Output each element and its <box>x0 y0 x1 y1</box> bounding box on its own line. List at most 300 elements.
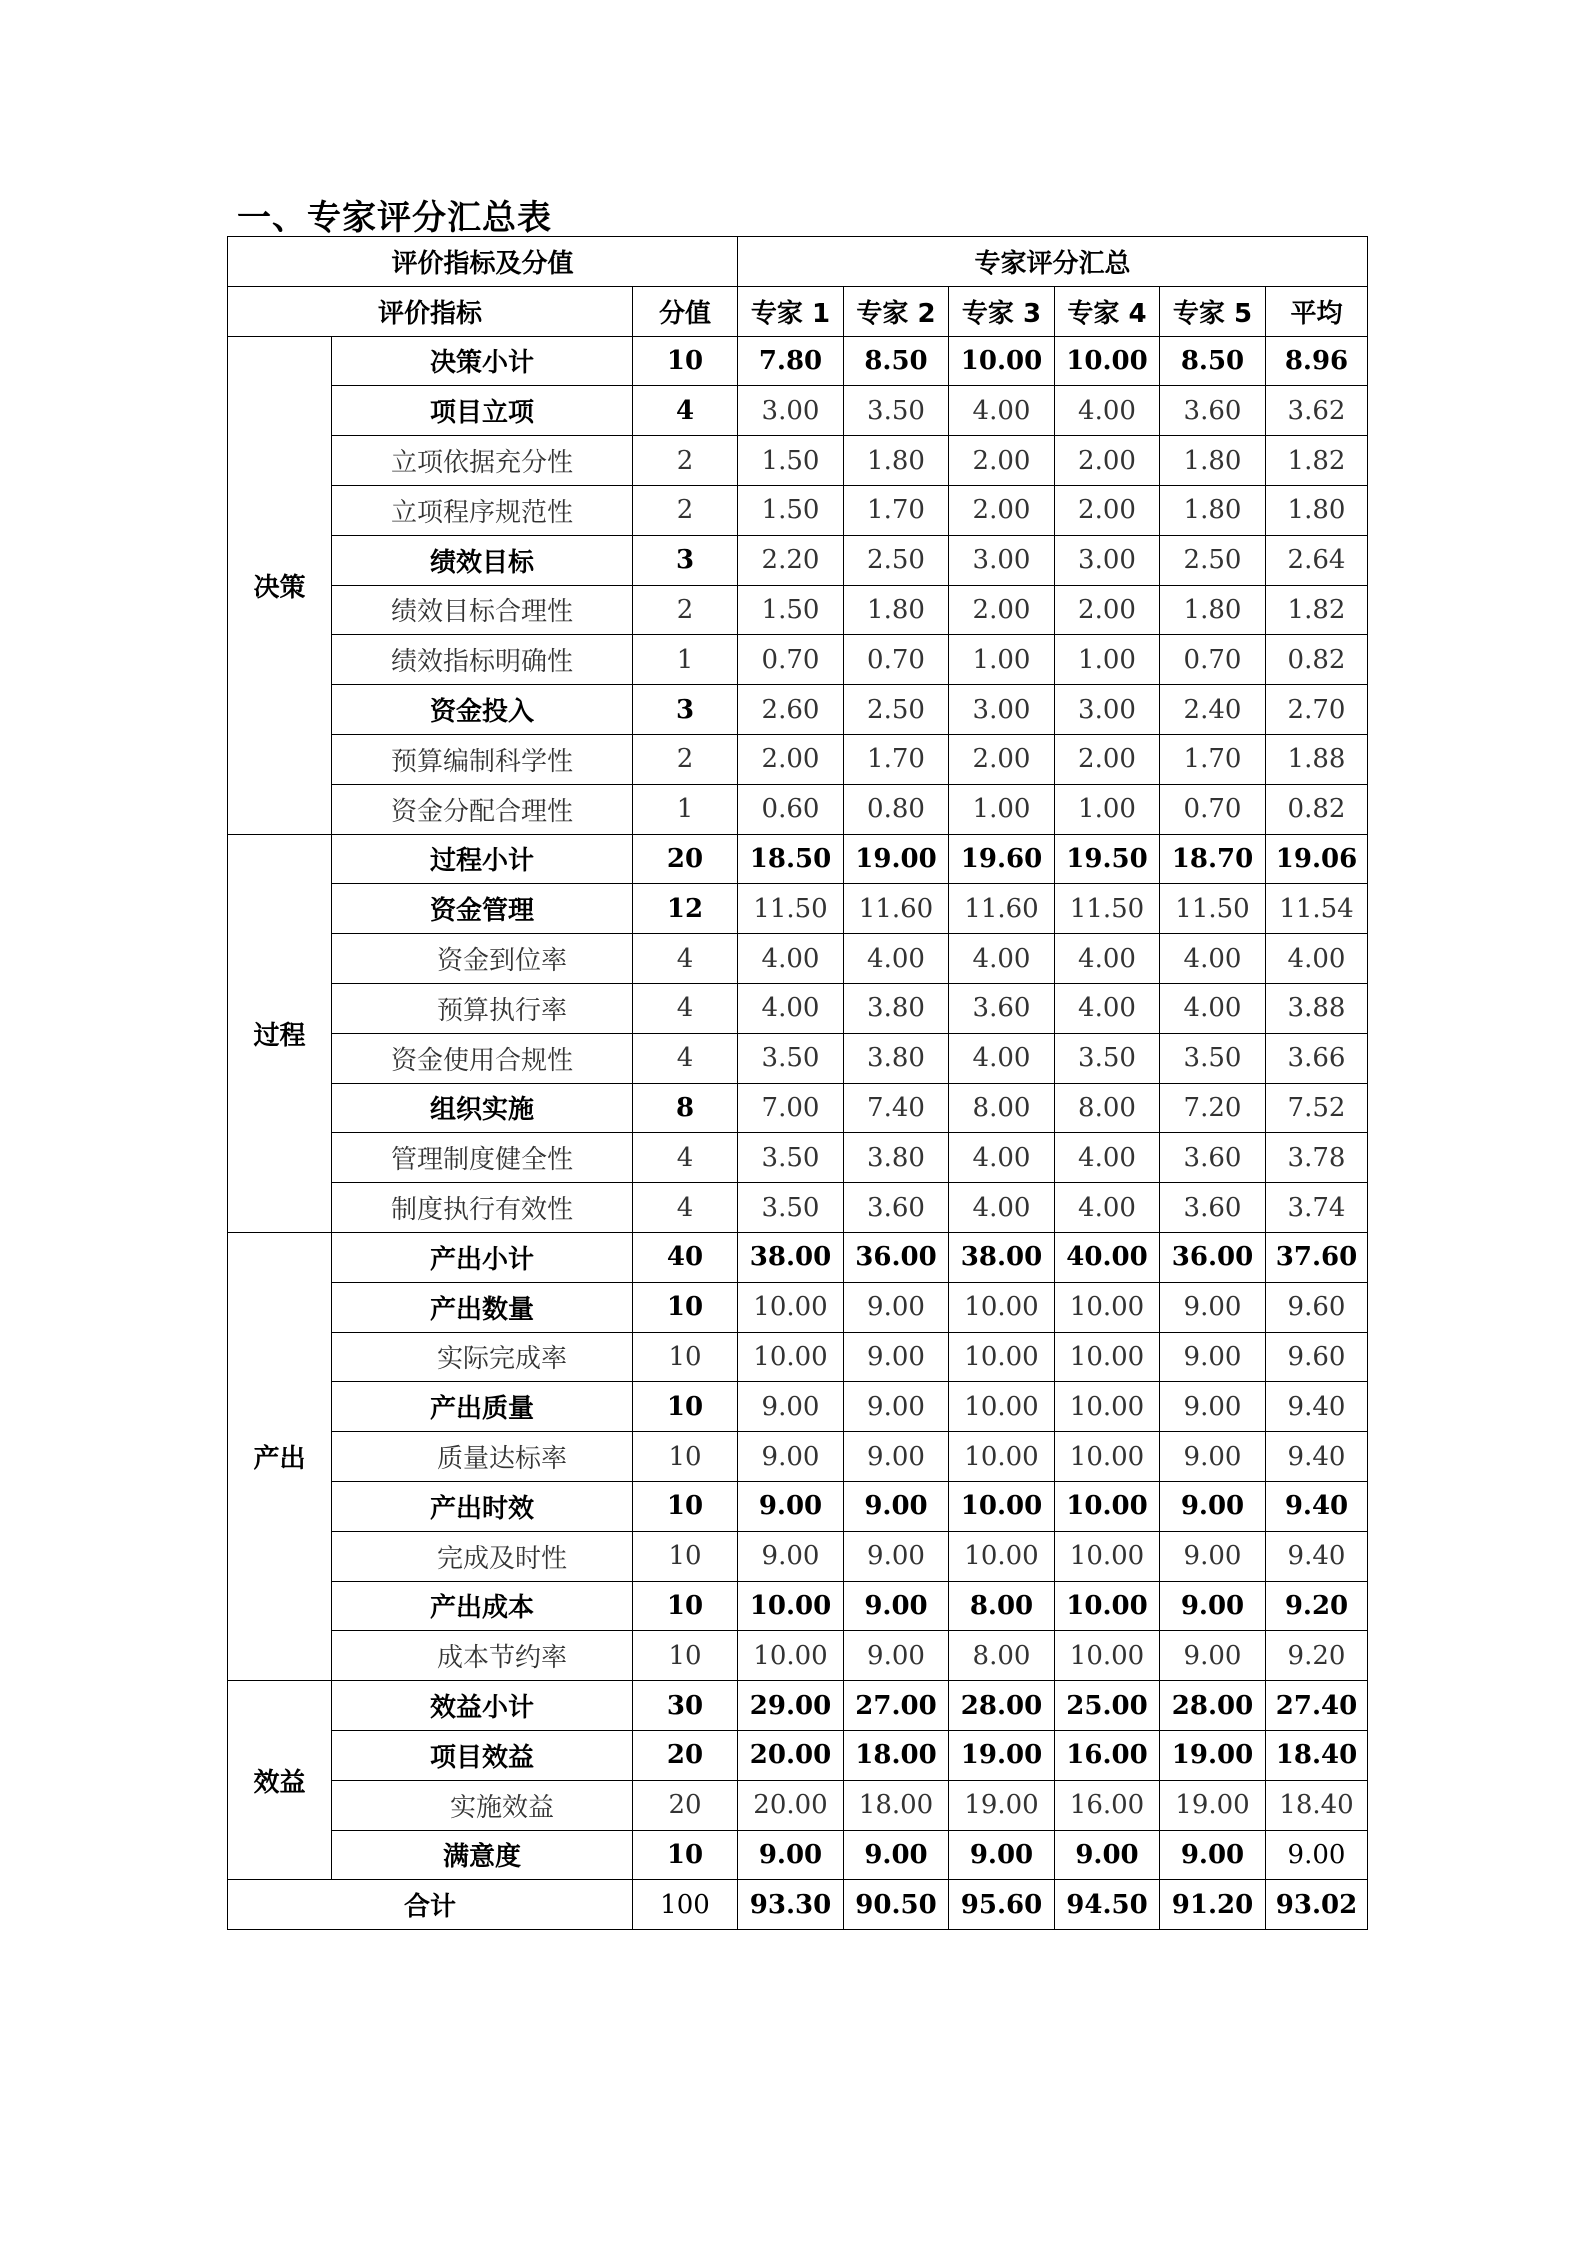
indicator-name: 项目效益 <box>332 1730 633 1780</box>
expert-value: 10.00 <box>1055 336 1160 386</box>
table-row <box>228 1083 1368 1133</box>
average-value: 2.64 <box>1266 535 1368 585</box>
average-value: 0.82 <box>1266 635 1368 685</box>
indicator-score: 4 <box>633 1033 738 1083</box>
expert-value: 7.00 <box>738 1083 844 1133</box>
expert-value: 8.00 <box>949 1083 1055 1133</box>
expert-value: 10.00 <box>949 1531 1055 1581</box>
expert-value: 3.60 <box>949 983 1055 1033</box>
indicator-name: 资金投入 <box>332 685 633 735</box>
expert-value: 3.50 <box>738 1033 844 1083</box>
expert-value: 11.50 <box>1055 884 1160 934</box>
indicator-score: 1 <box>633 784 738 834</box>
table-row <box>228 436 1368 486</box>
average-value: 1.82 <box>1266 436 1368 486</box>
indicator-name: 质量达标率 <box>332 1432 633 1482</box>
expert-value: 25.00 <box>1055 1681 1160 1731</box>
indicator-score: 10 <box>633 1432 738 1482</box>
expert-value: 9.00 <box>1160 1581 1266 1631</box>
indicator-name: 立项程序规范性 <box>332 485 633 535</box>
expert-value: 40.00 <box>1055 1232 1160 1282</box>
expert-value: 9.00 <box>844 1581 949 1631</box>
expert-value: 8.50 <box>844 336 949 386</box>
expert-value: 1.00 <box>1055 635 1160 685</box>
indicator-name: 立项依据充分性 <box>332 436 633 486</box>
expert-value: 1.50 <box>738 485 844 535</box>
expert-value: 27.00 <box>844 1681 949 1731</box>
expert-value: 10.00 <box>1055 1531 1160 1581</box>
expert-value: 29.00 <box>738 1681 844 1731</box>
expert-value: 10.00 <box>738 1332 844 1382</box>
expert-value: 10.00 <box>949 1282 1055 1332</box>
average-value: 0.82 <box>1266 784 1368 834</box>
average-value: 9.00 <box>1266 1830 1368 1880</box>
expert-value: 8.00 <box>1055 1083 1160 1133</box>
average-value: 1.80 <box>1266 485 1368 535</box>
expert-value: 10.00 <box>1055 1581 1160 1631</box>
table-row <box>228 1332 1368 1382</box>
expert-value: 9.00 <box>844 1282 949 1332</box>
expert-value: 9.00 <box>844 1382 949 1432</box>
average-value: 27.40 <box>1266 1681 1368 1731</box>
expert-value: 3.50 <box>1160 1033 1266 1083</box>
indicator-score: 40 <box>633 1232 738 1282</box>
indicator-score: 20 <box>633 834 738 884</box>
expert-value: 10.00 <box>949 1432 1055 1482</box>
table-row <box>228 983 1368 1033</box>
table-row <box>228 386 1368 436</box>
table-row <box>228 485 1368 535</box>
expert-value: 1.80 <box>1160 585 1266 635</box>
expert-value: 2.20 <box>738 535 844 585</box>
expert-value: 10.00 <box>1055 1481 1160 1531</box>
indicator-score: 20 <box>633 1780 738 1830</box>
expert-value: 8.50 <box>1160 336 1266 386</box>
indicator-score: 20 <box>633 1730 738 1780</box>
indicator-score: 12 <box>633 884 738 934</box>
indicator-score: 4 <box>633 1133 738 1183</box>
expert-value: 2.00 <box>949 734 1055 784</box>
expert-value: 2.50 <box>844 685 949 735</box>
indicator-name: 效益小计 <box>332 1681 633 1731</box>
indicator-score: 4 <box>633 1183 738 1233</box>
expert-value: 0.70 <box>844 635 949 685</box>
expert-value: 9.00 <box>949 1830 1055 1880</box>
expert-value: 0.70 <box>1160 784 1266 834</box>
expert-value: 9.00 <box>738 1432 844 1482</box>
expert-value: 9.00 <box>844 1432 949 1482</box>
expert-value: 2.00 <box>738 734 844 784</box>
expert-value: 3.80 <box>844 1133 949 1183</box>
expert-value: 4.00 <box>738 934 844 984</box>
expert-value: 11.60 <box>844 884 949 934</box>
indicator-name: 绩效指标明确性 <box>332 635 633 685</box>
expert-value: 9.00 <box>844 1631 949 1681</box>
total-expert-value: 90.50 <box>844 1880 949 1930</box>
expert-value: 19.00 <box>844 834 949 884</box>
expert-value: 1.50 <box>738 585 844 635</box>
expert-value: 9.00 <box>844 1481 949 1531</box>
indicator-name: 预算执行率 <box>332 983 633 1033</box>
expert-value: 2.00 <box>949 436 1055 486</box>
expert-value: 4.00 <box>844 934 949 984</box>
expert-value: 4.00 <box>1055 386 1160 436</box>
total-score: 100 <box>633 1880 738 1930</box>
indicator-score: 10 <box>633 1382 738 1432</box>
expert-value: 4.00 <box>949 1033 1055 1083</box>
indicator-name: 实际完成率 <box>332 1332 633 1382</box>
expert-value: 0.80 <box>844 784 949 834</box>
expert-value: 4.00 <box>1160 983 1266 1033</box>
expert-value: 3.80 <box>844 983 949 1033</box>
expert-value: 1.80 <box>1160 485 1266 535</box>
header-row-group <box>228 237 1368 287</box>
average-value: 9.20 <box>1266 1581 1368 1631</box>
header-average: 平均 <box>1266 286 1368 336</box>
indicator-score: 2 <box>633 436 738 486</box>
indicator-name: 资金使用合规性 <box>332 1033 633 1083</box>
expert-value: 10.00 <box>949 1481 1055 1531</box>
expert-value: 1.70 <box>844 485 949 535</box>
indicator-name: 满意度 <box>332 1830 633 1880</box>
expert-value: 9.00 <box>738 1382 844 1432</box>
average-value: 4.00 <box>1266 934 1368 984</box>
indicator-score: 2 <box>633 485 738 535</box>
indicator-name: 决策小计 <box>332 336 633 386</box>
expert-value: 10.00 <box>1055 1631 1160 1681</box>
total-expert-value: 95.60 <box>949 1880 1055 1930</box>
table-row <box>228 1282 1368 1332</box>
expert-value: 2.50 <box>1160 535 1266 585</box>
expert-value: 38.00 <box>949 1232 1055 1282</box>
expert-value: 18.70 <box>1160 834 1266 884</box>
total-row <box>228 1880 1368 1930</box>
header-indicators-and-scores: 评价指标及分值 <box>228 237 738 287</box>
indicator-name: 产出质量 <box>332 1382 633 1432</box>
expert-value: 11.50 <box>1160 884 1266 934</box>
indicator-name: 资金管理 <box>332 884 633 934</box>
header-expert-4: 专家 4 <box>1055 286 1160 336</box>
expert-value: 4.00 <box>1160 934 1266 984</box>
expert-value: 9.00 <box>844 1531 949 1581</box>
table-row <box>228 685 1368 735</box>
expert-value: 3.80 <box>844 1033 949 1083</box>
expert-value: 9.00 <box>844 1332 949 1382</box>
table-row <box>228 635 1368 685</box>
expert-value: 1.00 <box>949 635 1055 685</box>
table-row <box>228 1681 1368 1731</box>
expert-value: 9.00 <box>1160 1282 1266 1332</box>
average-value: 9.40 <box>1266 1382 1368 1432</box>
indicator-score: 3 <box>633 535 738 585</box>
indicator-name: 资金分配合理性 <box>332 784 633 834</box>
expert-value: 3.50 <box>844 386 949 436</box>
table-row <box>228 535 1368 585</box>
expert-value: 19.60 <box>949 834 1055 884</box>
indicator-name: 完成及时性 <box>332 1531 633 1581</box>
expert-value: 4.00 <box>1055 1133 1160 1183</box>
total-expert-value: 94.50 <box>1055 1880 1160 1930</box>
table-row <box>228 1780 1368 1830</box>
expert-value: 1.50 <box>738 436 844 486</box>
indicator-name: 资金到位率 <box>332 934 633 984</box>
table-row <box>228 1481 1368 1531</box>
average-value: 1.82 <box>1266 585 1368 635</box>
expert-value: 7.80 <box>738 336 844 386</box>
expert-value: 9.00 <box>1160 1382 1266 1432</box>
expert-value: 36.00 <box>844 1232 949 1282</box>
table-row <box>228 1133 1368 1183</box>
average-value: 3.62 <box>1266 386 1368 436</box>
expert-value: 9.00 <box>844 1830 949 1880</box>
average-value: 18.40 <box>1266 1730 1368 1780</box>
expert-value: 36.00 <box>1160 1232 1266 1282</box>
expert-value: 9.00 <box>1160 1830 1266 1880</box>
expert-value: 9.00 <box>1160 1531 1266 1581</box>
expert-value: 1.80 <box>844 585 949 635</box>
header-expert-summary: 专家评分汇总 <box>738 237 1368 287</box>
expert-value: 16.00 <box>1055 1730 1160 1780</box>
expert-value: 9.00 <box>738 1531 844 1581</box>
average-value: 19.06 <box>1266 834 1368 884</box>
header-expert-3: 专家 3 <box>949 286 1055 336</box>
expert-value: 10.00 <box>1055 1282 1160 1332</box>
indicator-score: 2 <box>633 585 738 635</box>
expert-value: 3.60 <box>1160 386 1266 436</box>
expert-value: 18.00 <box>844 1780 949 1830</box>
indicator-score: 10 <box>633 1830 738 1880</box>
indicator-score: 10 <box>633 336 738 386</box>
expert-value: 8.00 <box>949 1631 1055 1681</box>
average-value: 11.54 <box>1266 884 1368 934</box>
total-average: 93.02 <box>1266 1880 1368 1930</box>
indicator-score: 4 <box>633 386 738 436</box>
expert-value: 10.00 <box>1055 1332 1160 1382</box>
indicator-name: 成本节约率 <box>332 1631 633 1681</box>
indicator-score: 8 <box>633 1083 738 1133</box>
expert-value: 10.00 <box>738 1631 844 1681</box>
expert-value: 1.80 <box>844 436 949 486</box>
expert-value: 9.00 <box>738 1481 844 1531</box>
indicator-score: 10 <box>633 1631 738 1681</box>
average-value: 9.40 <box>1266 1432 1368 1482</box>
table-row <box>228 784 1368 834</box>
indicator-name: 项目立项 <box>332 386 633 436</box>
table-row <box>228 934 1368 984</box>
table-row <box>228 1531 1368 1581</box>
expert-value: 3.00 <box>949 685 1055 735</box>
expert-value: 3.60 <box>1160 1183 1266 1233</box>
table-row <box>228 336 1368 386</box>
average-value: 18.40 <box>1266 1780 1368 1830</box>
expert-value: 10.00 <box>949 1382 1055 1432</box>
total-expert-value: 93.30 <box>738 1880 844 1930</box>
expert-value: 3.00 <box>738 386 844 436</box>
expert-value: 9.00 <box>1160 1631 1266 1681</box>
expert-value: 7.40 <box>844 1083 949 1133</box>
expert-value: 8.00 <box>949 1581 1055 1631</box>
expert-value: 2.00 <box>1055 436 1160 486</box>
expert-value: 9.00 <box>1160 1432 1266 1482</box>
expert-value: 20.00 <box>738 1730 844 1780</box>
indicator-name: 绩效目标 <box>332 535 633 585</box>
header-indicator: 评价指标 <box>228 286 633 336</box>
average-value: 1.88 <box>1266 734 1368 784</box>
table-row <box>228 1033 1368 1083</box>
expert-value: 4.00 <box>1055 983 1160 1033</box>
header-score: 分值 <box>633 286 738 336</box>
expert-value: 18.00 <box>844 1730 949 1780</box>
category-label: 过程 <box>228 834 332 1232</box>
indicator-name: 实施效益 <box>332 1780 633 1830</box>
expert-value: 0.60 <box>738 784 844 834</box>
expert-value: 3.50 <box>738 1183 844 1233</box>
table-row <box>228 884 1368 934</box>
expert-value: 1.00 <box>949 784 1055 834</box>
expert-value: 11.50 <box>738 884 844 934</box>
page-title: 一、专家评分汇总表 <box>237 198 552 238</box>
average-value: 3.66 <box>1266 1033 1368 1083</box>
average-value: 37.60 <box>1266 1232 1368 1282</box>
expert-score-table <box>227 236 1368 1930</box>
indicator-name: 管理制度健全性 <box>332 1133 633 1183</box>
expert-value: 4.00 <box>949 1183 1055 1233</box>
indicator-score: 30 <box>633 1681 738 1731</box>
expert-value: 3.60 <box>1160 1133 1266 1183</box>
expert-value: 2.00 <box>949 485 1055 535</box>
expert-value: 4.00 <box>738 983 844 1033</box>
table-row <box>228 1830 1368 1880</box>
expert-value: 20.00 <box>738 1780 844 1830</box>
expert-value: 2.50 <box>844 535 949 585</box>
expert-value: 2.00 <box>1055 585 1160 635</box>
expert-value: 10.00 <box>1055 1432 1160 1482</box>
expert-value: 10.00 <box>1055 1382 1160 1432</box>
total-label: 合计 <box>228 1880 633 1930</box>
expert-value: 9.00 <box>738 1830 844 1880</box>
indicator-score: 10 <box>633 1332 738 1382</box>
average-value: 9.40 <box>1266 1531 1368 1581</box>
indicator-name: 产出小计 <box>332 1232 633 1282</box>
expert-value: 19.00 <box>1160 1780 1266 1830</box>
expert-value: 28.00 <box>949 1681 1055 1731</box>
expert-value: 3.00 <box>949 535 1055 585</box>
expert-value: 3.50 <box>738 1133 844 1183</box>
indicator-score: 3 <box>633 685 738 735</box>
expert-value: 16.00 <box>1055 1780 1160 1830</box>
expert-value: 3.00 <box>1055 535 1160 585</box>
header-expert-1: 专家 1 <box>738 286 844 336</box>
table-row <box>228 1232 1368 1282</box>
expert-value: 10.00 <box>738 1581 844 1631</box>
average-value: 9.20 <box>1266 1631 1368 1681</box>
expert-value: 11.60 <box>949 884 1055 934</box>
table-row <box>228 1382 1368 1432</box>
expert-value: 2.60 <box>738 685 844 735</box>
average-value: 2.70 <box>1266 685 1368 735</box>
expert-value: 9.00 <box>1055 1830 1160 1880</box>
average-value: 3.88 <box>1266 983 1368 1033</box>
category-label: 决策 <box>228 336 332 834</box>
indicator-score: 1 <box>633 635 738 685</box>
expert-value: 2.00 <box>949 585 1055 635</box>
header-row-columns <box>228 286 1368 336</box>
expert-value: 19.50 <box>1055 834 1160 884</box>
indicator-score: 10 <box>633 1282 738 1332</box>
expert-value: 3.50 <box>1055 1033 1160 1083</box>
table-row <box>228 734 1368 784</box>
indicator-score: 2 <box>633 734 738 784</box>
header-expert-5: 专家 5 <box>1160 286 1266 336</box>
expert-value: 10.00 <box>949 1332 1055 1382</box>
indicator-score: 10 <box>633 1481 738 1531</box>
table-row <box>228 1183 1368 1233</box>
indicator-name: 产出成本 <box>332 1581 633 1631</box>
table-row <box>228 834 1368 884</box>
indicator-name: 组织实施 <box>332 1083 633 1133</box>
expert-value: 9.00 <box>1160 1332 1266 1382</box>
expert-value: 4.00 <box>1055 1183 1160 1233</box>
expert-value: 1.70 <box>844 734 949 784</box>
average-value: 9.60 <box>1266 1332 1368 1382</box>
header-expert-2: 专家 2 <box>844 286 949 336</box>
table-row <box>228 585 1368 635</box>
expert-value: 0.70 <box>1160 635 1266 685</box>
expert-value: 2.00 <box>1055 485 1160 535</box>
category-label: 产出 <box>228 1232 332 1680</box>
average-value: 9.40 <box>1266 1481 1368 1531</box>
expert-value: 1.80 <box>1160 436 1266 486</box>
indicator-score: 4 <box>633 934 738 984</box>
total-expert-value: 91.20 <box>1160 1880 1266 1930</box>
indicator-name: 预算编制科学性 <box>332 734 633 784</box>
expert-value: 2.00 <box>1055 734 1160 784</box>
average-value: 3.78 <box>1266 1133 1368 1183</box>
expert-value: 0.70 <box>738 635 844 685</box>
expert-value: 4.00 <box>949 1133 1055 1183</box>
expert-value: 3.00 <box>1055 685 1160 735</box>
expert-value: 19.00 <box>949 1780 1055 1830</box>
expert-value: 7.20 <box>1160 1083 1266 1133</box>
expert-value: 4.00 <box>1055 934 1160 984</box>
indicator-name: 产出时效 <box>332 1481 633 1531</box>
expert-value: 2.40 <box>1160 685 1266 735</box>
expert-value: 9.00 <box>1160 1481 1266 1531</box>
expert-value: 38.00 <box>738 1232 844 1282</box>
average-value: 9.60 <box>1266 1282 1368 1332</box>
expert-value: 1.70 <box>1160 734 1266 784</box>
table-row <box>228 1581 1368 1631</box>
expert-value: 19.00 <box>1160 1730 1266 1780</box>
expert-value: 3.60 <box>844 1183 949 1233</box>
expert-value: 28.00 <box>1160 1681 1266 1731</box>
table-row <box>228 1631 1368 1681</box>
average-value: 3.74 <box>1266 1183 1368 1233</box>
average-value: 8.96 <box>1266 336 1368 386</box>
expert-value: 10.00 <box>949 336 1055 386</box>
indicator-name: 过程小计 <box>332 834 633 884</box>
expert-value: 1.00 <box>1055 784 1160 834</box>
category-label: 效益 <box>228 1681 332 1880</box>
expert-value: 10.00 <box>738 1282 844 1332</box>
indicator-name: 绩效目标合理性 <box>332 585 633 635</box>
indicator-score: 10 <box>633 1581 738 1631</box>
indicator-score: 10 <box>633 1531 738 1581</box>
indicator-name: 产出数量 <box>332 1282 633 1332</box>
indicator-score: 4 <box>633 983 738 1033</box>
expert-value: 18.50 <box>738 834 844 884</box>
expert-value: 4.00 <box>949 934 1055 984</box>
